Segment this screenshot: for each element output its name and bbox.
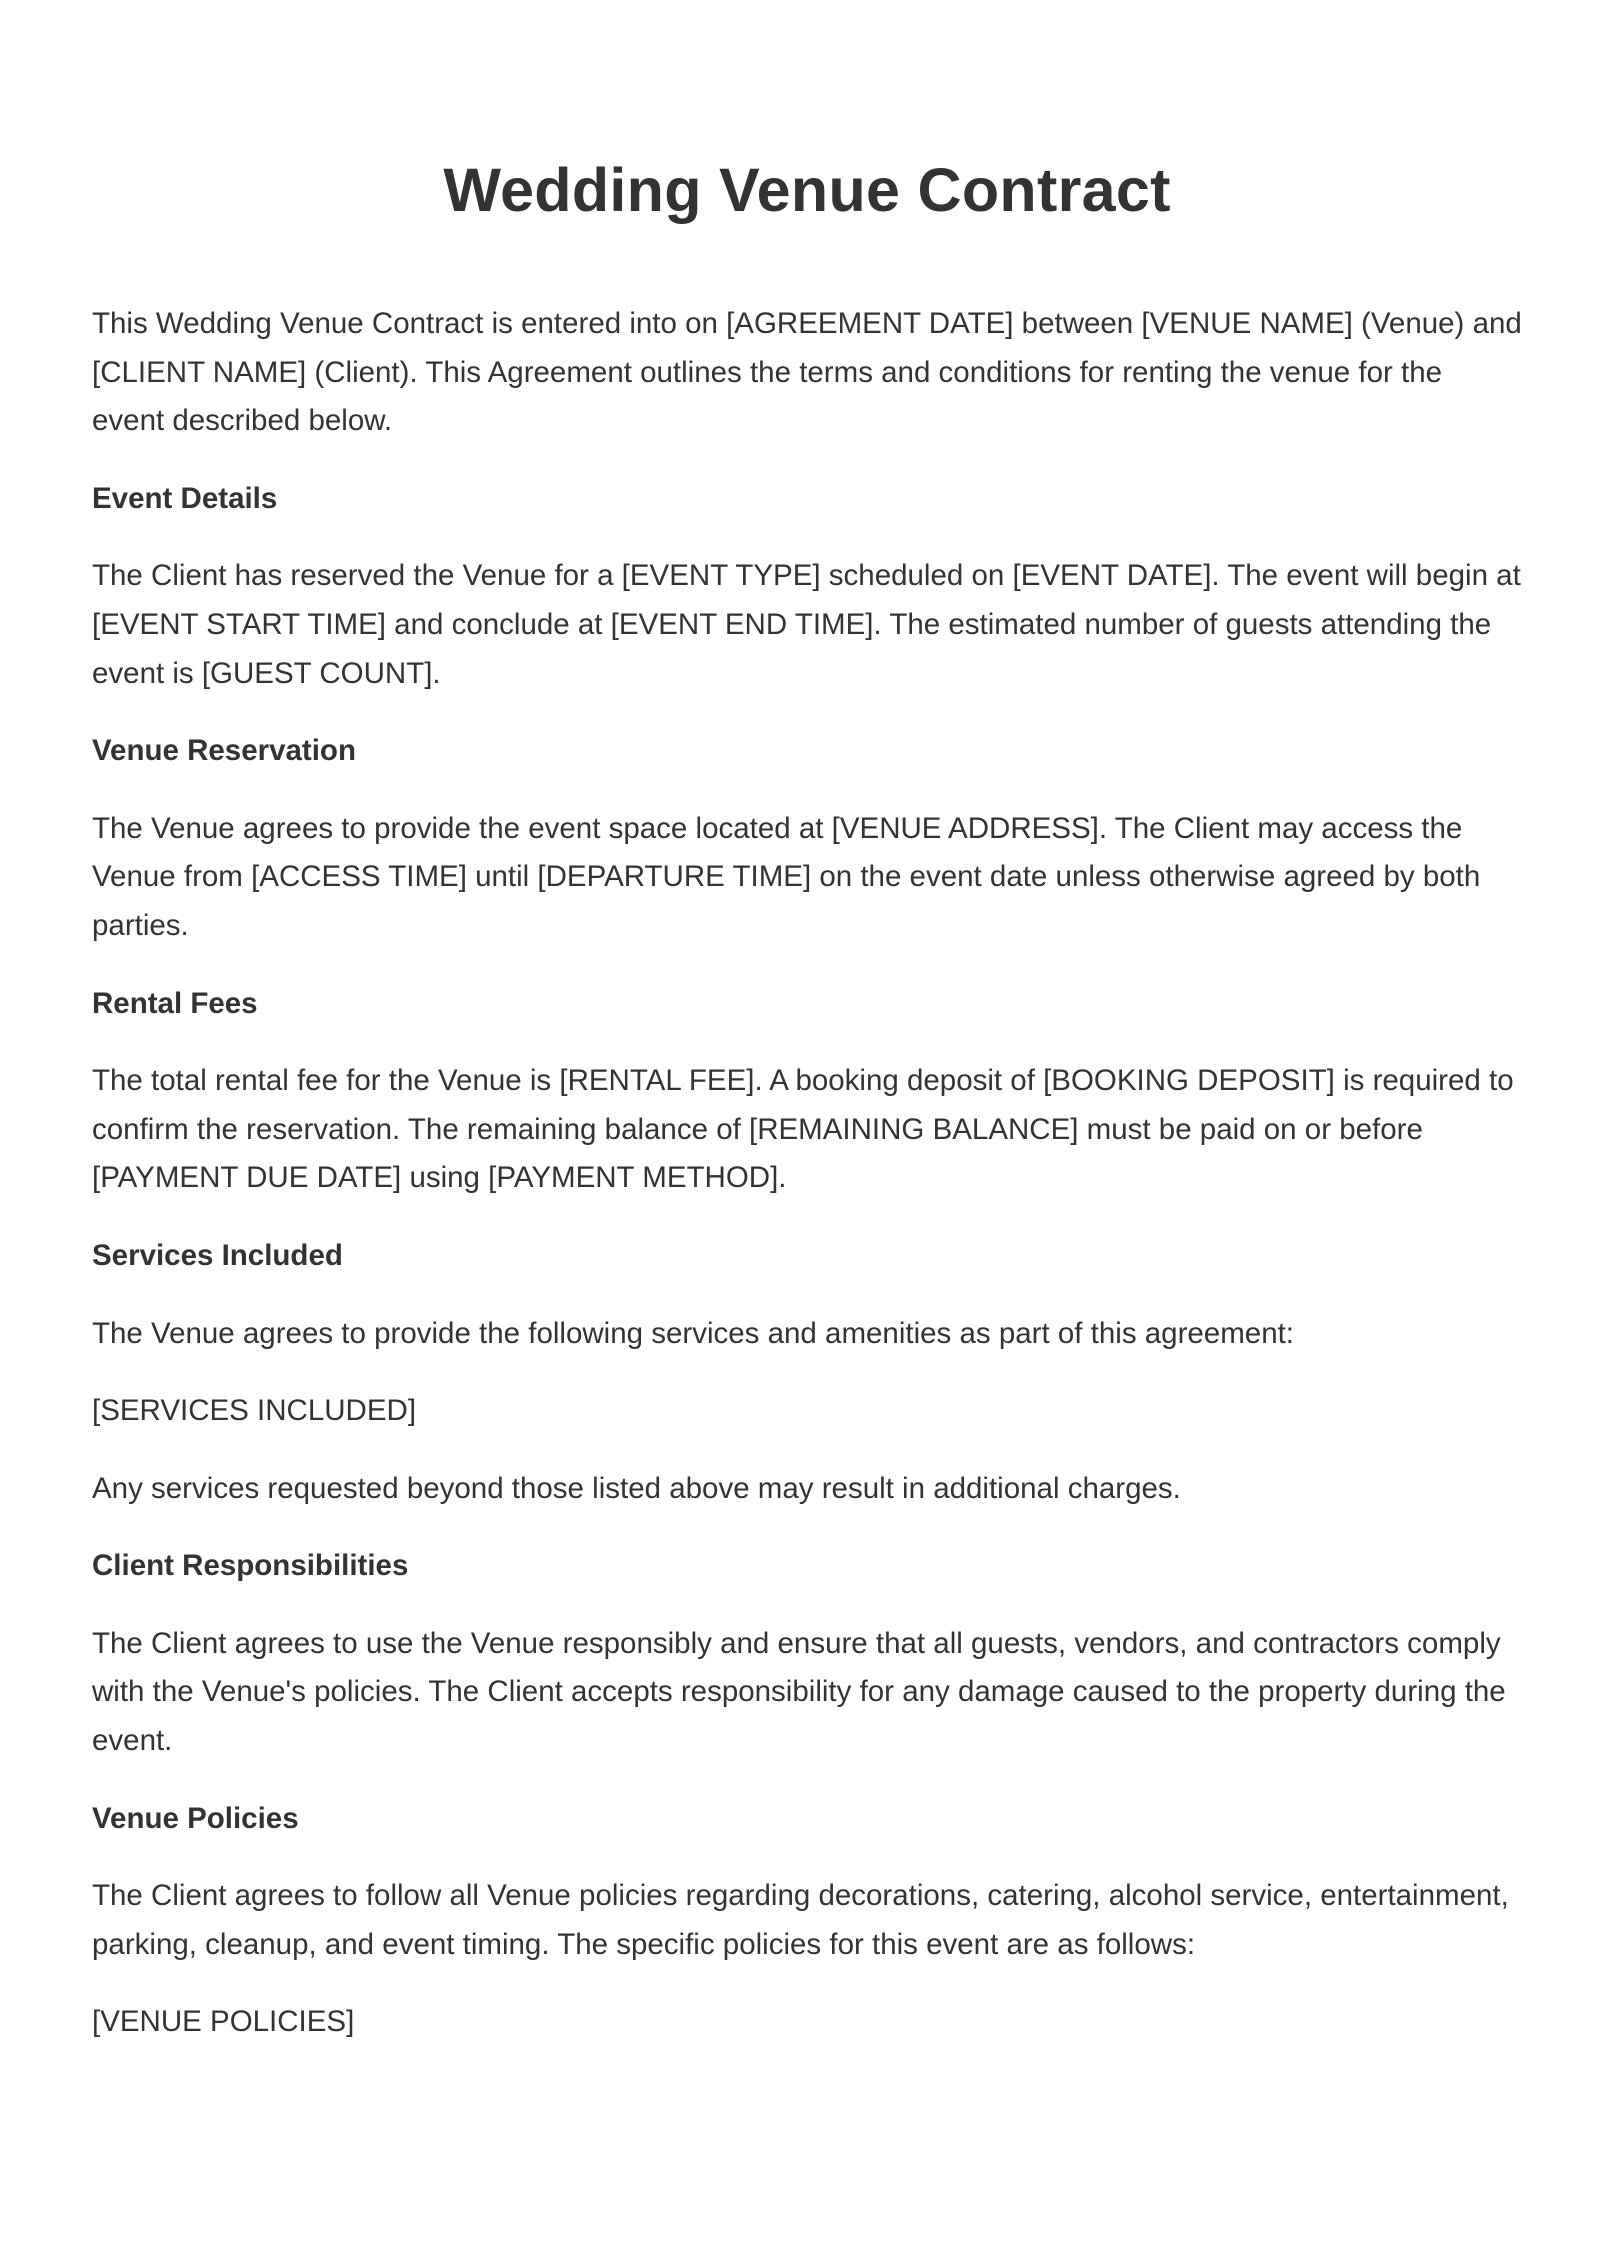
document-page	[92, 0, 1522, 2076]
section-heading: Event Details	[92, 481, 278, 515]
services-placeholder: [SERVICES INCLUDED]	[92, 1394, 417, 1428]
section-services-included	[92, 1232, 1522, 1513]
section-heading: Venue Policies	[92, 1801, 299, 1835]
section-event-details	[92, 475, 1522, 698]
section-venue-reservation	[92, 727, 1522, 950]
section-heading: Client Responsibilities	[92, 1549, 409, 1583]
intro-paragraph: This Wedding Venue Contract is entered into on [AGREEMENT DATE] between [VENUE NAME] (Venue) and [CLIENT NAME] (Client). This Agreement outlines the terms and conditions for renting the venue for the event described below.	[92, 307, 1522, 438]
section-paragraph: The Client agrees to use the Venue responsibly and ensure that all guests, vendors, and contractors comply with the Venue's policies. The Client accepts responsibility for any damage caused to the property during the event.	[92, 1626, 1506, 1758]
section-paragraph: The Venue agrees to provide the event space located at [VENUE ADDRESS]. The Client may access the Venue from [ACCESS TIME] until [DEPARTURE TIME] on the event date unless otherwise agreed by both parties.	[92, 811, 1481, 942]
section-paragraph: The Venue agrees to provide the following services and amenities as part of this agreement:	[92, 1316, 1294, 1350]
venue-policies-placeholder: [VENUE POLICIES]	[92, 2005, 355, 2039]
section-heading: Venue Reservation	[92, 734, 356, 768]
section-heading: Services Included	[92, 1238, 343, 1272]
section-rental-fees	[92, 980, 1522, 1203]
section-paragraph: The total rental fee for the Venue is [RENTAL FEE]. A booking deposit of [BOOKING DEPOSIT] is required to confirm the reservation. The remaining balance of [REMAINING BALANCE] must be paid on or before [PAYMENT DUE DATE] using [PAYMENT METHOD].	[92, 1064, 1514, 1195]
document-body	[92, 300, 1522, 2047]
section-client-responsibilities	[92, 1542, 1522, 1765]
section-venue-policies	[92, 1795, 1522, 2047]
section-paragraph: The Client has reserved the Venue for a [EVENT TYPE] scheduled on [EVENT DATE]. The event will begin at [EVENT START TIME] and conclude at [EVENT END TIME]. The estimated number of guests attending the event is [GUEST COUNT].	[92, 559, 1521, 690]
section-paragraph: The Client agrees to follow all Venue policies regarding decorations, catering, alcohol service, entertainment, parking, cleanup, and event timing. The specific policies for this event are as follows:	[92, 1879, 1509, 1961]
document-title: Wedding Venue Contract	[443, 156, 1171, 224]
section-paragraph: Any services requested beyond those listed above may result in additional charges.	[92, 1471, 1181, 1505]
section-heading: Rental Fees	[92, 986, 258, 1020]
